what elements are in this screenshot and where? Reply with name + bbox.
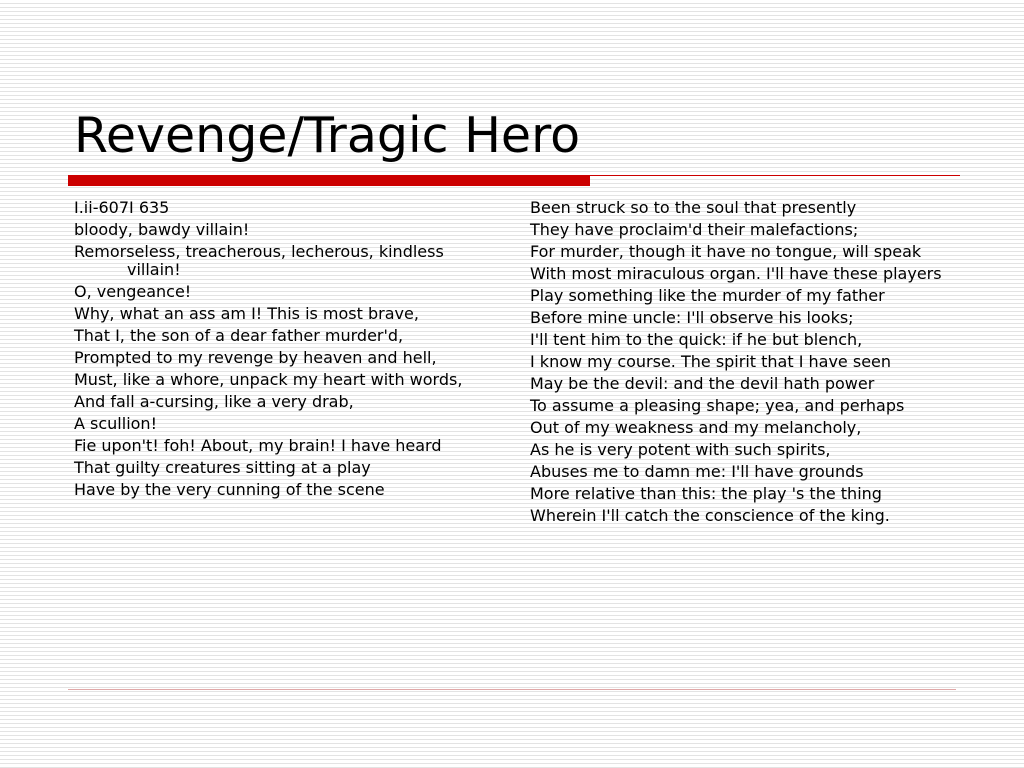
text-line: Before mine uncle: I'll observe his looks; [530, 308, 854, 327]
slide-title: Revenge/Tragic Hero [74, 107, 581, 164]
text-line: That I, the son of a dear father murder'd, [74, 326, 404, 345]
text-line: Must, like a whore, unpack my heart with words, [74, 370, 463, 389]
text-line: With most miraculous organ. I'll have these players [530, 264, 942, 283]
text-line: I'll tent him to the quick: if he but blench, [530, 330, 863, 349]
text-line: May be the devil: and the devil hath power [530, 374, 875, 393]
text-line: To assume a pleasing shape; yea, and perhaps [530, 396, 905, 415]
text-line: bloody, bawdy villain! [74, 220, 250, 239]
text-line: Out of my weakness and my melancholy, [530, 418, 862, 437]
title-underline-thin [590, 175, 960, 176]
text-line: More relative than this: the play 's the thing [530, 484, 882, 503]
text-line: Why, what an ass am I! This is most brave, [74, 304, 419, 323]
title-underline-thick [68, 175, 590, 186]
text-line: As he is very potent with such spirits, [530, 440, 831, 459]
text-line: Prompted to my revenge by heaven and hell, [74, 348, 437, 367]
text-line: A scullion! [74, 414, 157, 433]
text-line: O, vengeance! [74, 282, 192, 301]
footer-divider [68, 689, 956, 690]
text-line: Abuses me to damn me: I'll have grounds [530, 462, 864, 481]
text-line: I know my course. The spirit that I have seen [530, 352, 892, 371]
text-line: And fall a-cursing, like a very drab, [74, 392, 354, 411]
text-line: Fie upon't! foh! About, my brain! I have heard [74, 436, 442, 455]
left-text-column [74, 199, 494, 503]
text-line: Remorseless, treacherous, lecherous, kindless villain! [74, 242, 444, 279]
text-line: For murder, though it have no tongue, will speak [530, 242, 922, 261]
text-line: That guilty creatures sitting at a play [74, 458, 371, 477]
text-line: They have proclaim'd their malefactions; [530, 220, 859, 239]
text-line: Have by the very cunning of the scene [74, 480, 385, 499]
right-text-column [530, 199, 955, 529]
text-line: Wherein I'll catch the conscience of the king. [530, 506, 890, 525]
text-line: Play something like the murder of my father [530, 286, 885, 305]
text-line: Been struck so to the soul that presently [530, 198, 857, 217]
text-line: I.ii-607I 635 [74, 198, 170, 217]
